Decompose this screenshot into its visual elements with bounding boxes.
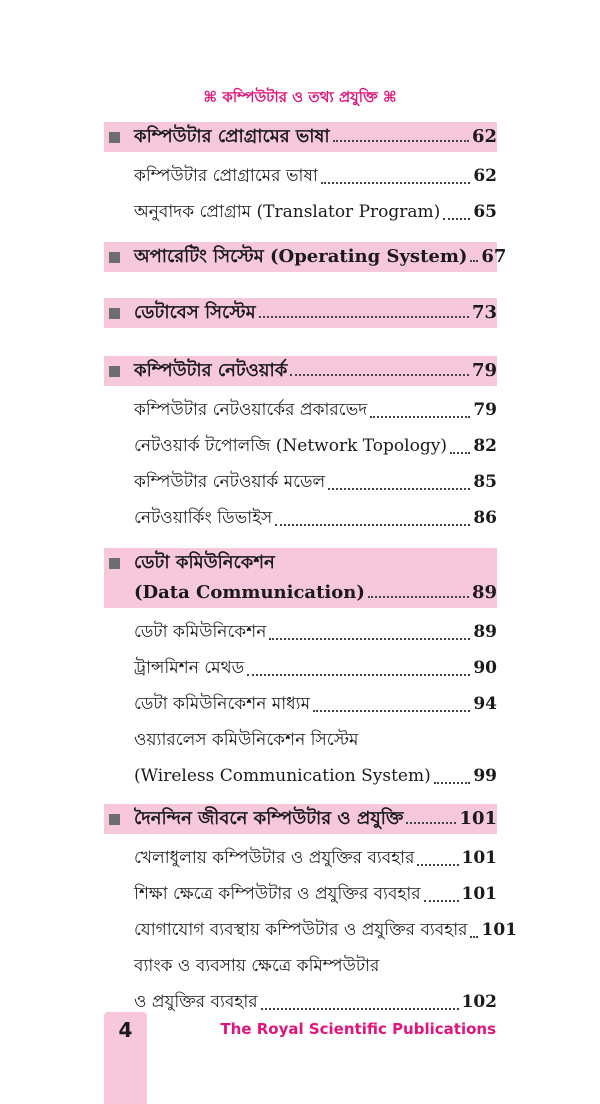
toc-section[interactable]: [104, 242, 507, 272]
toc-entry[interactable]: [104, 758, 497, 794]
entry-label: খেলাধুলায় কম্পিউটার ও প্রযুক্তির ব্যবহার: [134, 848, 415, 868]
bullet-square-icon: [109, 132, 120, 143]
toc-entry[interactable]: [104, 158, 497, 194]
entry-label: যোগাযোগ ব্যবস্থায় কম্পিউটার ও প্রযুক্তির ব্যবহার: [134, 920, 468, 940]
table-of-contents: [104, 122, 517, 1020]
dot-leader: [328, 488, 470, 490]
entry-label: ব্যাংক ও ব্যবসায় ক্ষেত্রে কমিম্পউটার: [134, 956, 380, 976]
publisher-name: The Royal Scientific Publications: [220, 1020, 496, 1038]
dot-leader: [443, 218, 470, 220]
dot-leader: [290, 374, 469, 376]
page-number: 101: [459, 808, 497, 829]
page-header: ⌘ কম্পিউটার ও তথ্য প্রযুক্তি ⌘: [203, 88, 397, 106]
dot-leader: [417, 864, 458, 866]
entry-label: নেটওয়ার্কিং ডিভাইস: [134, 508, 273, 528]
section-title: দৈনন্দিন জীবনে কম্পিউটার ও প্রযুক্তি: [134, 808, 404, 829]
toc-section[interactable]: [104, 298, 497, 328]
bullet-square-icon: [109, 814, 120, 825]
page-number: 102: [461, 992, 497, 1012]
entry-label: শিক্ষা ক্ষেত্রে কম্পিউটার ও প্রযুক্তির ব্যবহার: [134, 884, 421, 904]
page-number: 89: [471, 582, 497, 603]
page-number: 85: [473, 472, 497, 492]
entry-label: ডেটা কমিউনিকেশন মাধ্যম: [134, 694, 311, 714]
dot-leader: [470, 260, 478, 262]
dot-leader: [368, 596, 469, 598]
page-number: 101: [481, 920, 517, 940]
page-number: 62: [471, 126, 497, 147]
page-number: 82: [473, 436, 497, 456]
entry-label: অনুবাদক প্রোগ্রাম (Translator Program): [134, 202, 441, 222]
bullet-square-icon: [109, 366, 120, 377]
bullet-square-icon: [109, 308, 120, 319]
section-title: ডেটাবেস সিস্টেম: [134, 302, 256, 323]
page-number: 90: [473, 658, 497, 678]
dot-leader: [370, 416, 470, 418]
bullet-square-icon: [109, 252, 120, 263]
toc-entry-line1[interactable]: [104, 948, 497, 984]
dot-leader: [470, 936, 478, 938]
toc-entry[interactable]: [104, 876, 497, 912]
toc-entry[interactable]: [104, 984, 497, 1020]
entry-label: ডেটা কমিউনিকেশন: [134, 622, 267, 642]
entry-label: ট্রান্সমিশন মেথড: [134, 658, 245, 678]
page-number: 94: [473, 694, 497, 714]
toc-entry[interactable]: [104, 392, 497, 428]
dot-leader: [321, 182, 471, 184]
dot-leader: [269, 638, 470, 640]
dot-leader: [434, 782, 471, 784]
section-title: অপারেটিং সিস্টেম (Operating System): [134, 246, 468, 267]
page-number: 65: [473, 202, 497, 222]
footer-page-number: 4: [118, 1018, 133, 1042]
section-title: কম্পিউটার নেটওয়ার্ক: [134, 360, 288, 381]
dot-leader: [424, 900, 459, 902]
page-number: 89: [473, 622, 497, 642]
toc-entry[interactable]: [104, 650, 497, 686]
dot-leader: [247, 674, 470, 676]
toc-entry[interactable]: [104, 840, 497, 876]
toc-entry-line1[interactable]: [104, 722, 497, 758]
page-number: 101: [461, 848, 497, 868]
dot-leader: [275, 524, 470, 526]
toc-entry[interactable]: [104, 686, 497, 722]
toc-entry[interactable]: [104, 614, 497, 650]
dot-leader: [333, 140, 469, 142]
toc-entry[interactable]: [104, 428, 497, 464]
toc-section[interactable]: [104, 356, 497, 386]
section-title: ডেটা কমিউনিকেশন: [134, 552, 275, 573]
toc-entry[interactable]: [104, 500, 497, 536]
entry-label: কম্পিউটার নেটওয়ার্ক মডেল: [134, 472, 326, 492]
page-number: 99: [473, 766, 497, 786]
dot-leader: [261, 1008, 459, 1010]
section-title: কম্পিউটার প্রোগ্রামের ভাষা: [134, 126, 330, 147]
toc-section[interactable]: [104, 548, 497, 608]
toc-entry[interactable]: [104, 912, 517, 948]
page-number: 79: [473, 400, 497, 420]
dot-leader: [450, 452, 470, 454]
entry-label: কম্পিউটার প্রোগ্রামের ভাষা: [134, 166, 318, 186]
toc-section[interactable]: [104, 122, 497, 152]
dot-leader: [406, 822, 456, 824]
page-number: 86: [473, 508, 497, 528]
entry-label-line2: (Wireless Communication System): [134, 766, 431, 786]
toc-section[interactable]: [104, 804, 497, 834]
entry-label: ওয়্যারলেস কমিউনিকেশন সিস্টেম: [134, 730, 359, 750]
entry-label: কম্পিউটার নেটওয়ার্কের প্রকারভেদ: [134, 400, 368, 420]
entry-label: নেটওয়ার্ক টপোলজি (Network Topology): [134, 436, 447, 456]
toc-entry[interactable]: [104, 194, 497, 230]
page-number: 62: [473, 166, 497, 186]
page-number: 73: [471, 302, 497, 323]
page-number: 101: [461, 884, 497, 904]
entry-label-line2: ও প্রযুক্তির ব্যবহার: [134, 992, 258, 1012]
dot-leader: [259, 316, 469, 318]
dot-leader: [313, 710, 470, 712]
section-title-line2: (Data Communication): [134, 582, 365, 603]
toc-entry[interactable]: [104, 464, 497, 500]
page-number: 79: [471, 360, 497, 381]
page-number: 67: [481, 246, 507, 267]
bullet-square-icon: [109, 558, 120, 569]
